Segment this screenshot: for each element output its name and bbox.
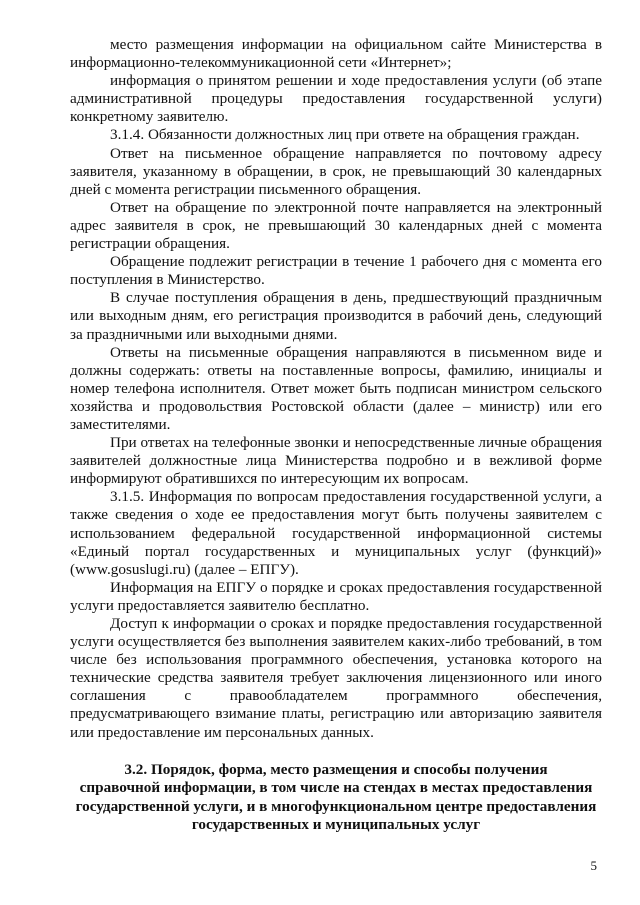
page-number: 5 [590,858,597,873]
paragraph-10: 3.1.5. Информация по вопросам предоставления государственной услуги, а также сведения о ходе ее предоставления могут быть получены заявителем с использованием федеральной государственной информационной системы «Единый портал государственных и муниципальных услуг (функций)» (www.gosuslugi.ru) (далее – ЕПГУ). [70,488,602,578]
paragraph-4: Ответ на письменное обращение направляется по почтовому адресу заявителя, указанному в обращении, в срок, не превышающий 30 календарных дней с момента регистрации письменного обращения. [70,144,602,198]
body-text [70,36,602,742]
section-heading [70,761,602,835]
section-heading-line: 3.2. Порядок, форма, место размещения и способы получения [124,760,548,778]
section-heading-line: государственной услуги, и в многофункциональном центре предоставления [75,797,597,815]
section-heading-line: справочной информации, в том числе на стендах в местах предоставления [79,779,593,797]
paragraph-11: Информация на ЕПГУ о порядке и сроках предоставления государственной услуги предоставляется заявителю бесплатно. [70,578,602,614]
section-heading-line: государственных и муниципальных услуг [191,816,481,834]
paragraph-8: Ответы на письменные обращения направляются в письменном виде и должны содержать: ответы на поставленные вопросы, фамилию, инициалы и номер телефона исполнителя. Ответ может быть подписан министром сельского хозяйства и продовольствия Ростовской области (далее – министр) или его заместителями. [70,343,602,433]
paragraph-7: В случае поступления обращения в день, предшествующий праздничным или выходным дням, его регистрация производится в рабочий день, следующий за праздничными или выходными днями. [70,289,602,343]
paragraph-1: место размещения информации на официальном сайте Министерства в информационно-телекоммуникационной сети «Интернет»; [70,36,602,72]
paragraph-2: информация о принятом решении и ходе предоставления услуги (об этапе административной процедуры предоставления государственной услуги) конкретному заявителю. [70,72,602,126]
paragraph-5: Ответ на обращение по электронной почте направляется на электронный адрес заявителя в срок, не превышающий 30 календарных дней с момента регистрации обращения. [70,198,602,253]
paragraph-12: Доступ к информации о сроках и порядке предоставления государственной услуги осуществляется без выполнения заявителем каких-либо требований, в том числе без использования программного обеспечения, установка которого на технические средства заявителя требует заключения лицензионного или иного соглашения с правообладателем программного обеспечения, предусматривающего взимание платы, регистрацию или авторизацию заявителя или предоставление им персональных данных. [70,615,602,741]
paragraph-3: 3.1.4. Обязанности должностных лиц при ответе на обращения граждан. [110,126,580,144]
paragraph-9: При ответах на телефонные звонки и непосредственные личные обращения заявителей должностные лица Министерства подробно и в вежливой форме информируют обратившихся по интересующим их вопросам. [70,434,602,488]
paragraph-6: Обращение подлежит регистрации в течение 1 рабочего дня с момента его поступления в Министерство. [70,253,602,289]
